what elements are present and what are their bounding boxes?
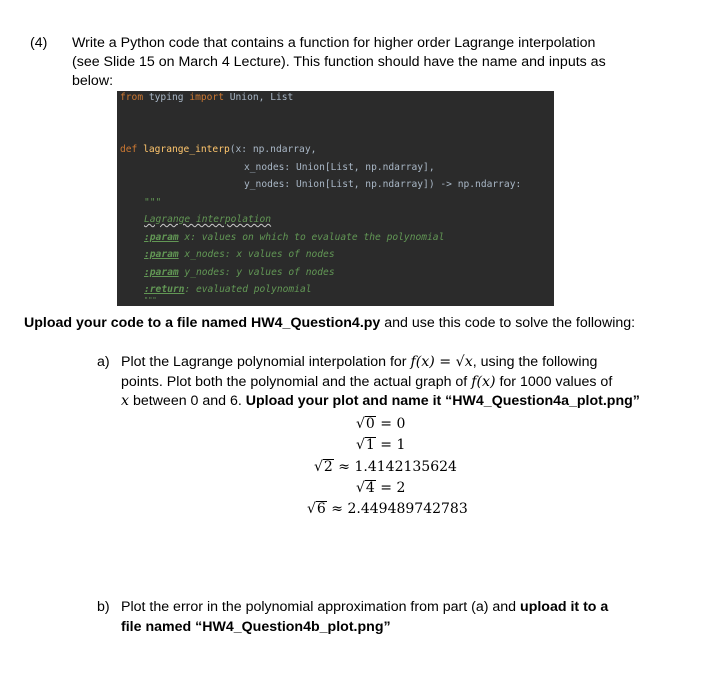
question-text	[72, 34, 672, 91]
code-line-def: def lagrange_interp(x: np.ndarray,	[120, 144, 317, 155]
part-b-text	[121, 597, 661, 637]
part-a-label: a)	[97, 354, 110, 370]
part-a-line-3: x between 0 and 6. Upload your plot and name it “HW4_Question4a_plot.png”	[121, 393, 640, 409]
docstring-param-ynodes: :param y_nodes: y values of nodes	[144, 267, 335, 278]
question-number: (4)	[30, 35, 48, 51]
docstring-title: Lagrange interpolation	[144, 214, 272, 225]
part-b-label: b)	[97, 599, 110, 615]
sqrt-value-row: √6 ≈ 2.449489742783	[307, 501, 468, 517]
code-line-xnodes: x_nodes: Union[List, np.ndarray],	[244, 162, 435, 173]
sqrt-value-row: √1 = 1	[356, 437, 406, 453]
part-b-line-2: file named “HW4_Question4b_plot.png”	[121, 619, 391, 635]
question-line: Write a Python code that contains a function for higher order Lagrange interpolation	[72, 35, 596, 51]
code-block	[117, 91, 554, 306]
part-a-line-1: Plot the Lagrange polynomial interpolation for f(x) = √x, using the following	[121, 354, 598, 370]
docstring-open: """	[144, 197, 162, 208]
sqrt-value-row: √2 ≈ 1.4142135624	[314, 459, 457, 475]
docstring-close: """	[144, 296, 157, 304]
sqrt-value-row: √4 = 2	[356, 480, 406, 496]
code-line-ynodes: y_nodes: Union[List, np.ndarray]) -> np.ndarray:	[244, 179, 522, 190]
docstring-return: :return: evaluated polynomial	[144, 284, 312, 295]
docstring-param-xnodes: :param x_nodes: x values of nodes	[144, 249, 335, 260]
part-b-line-1: Plot the error in the polynomial approximation from part (a) and upload it to a	[121, 599, 609, 615]
sqrt-value-row: √0 = 0	[356, 416, 406, 432]
question-line: (see Slide 15 on March 4 Lecture). This function should have the name and inputs as	[72, 54, 606, 70]
part-a-line-2: points. Plot both the polynomial and the actual graph of f(x) for 1000 values of	[121, 373, 613, 390]
upload-instruction: Upload your code to a file named HW4_Question4.py and use this code to solve the following:	[24, 315, 636, 331]
part-a-text	[121, 353, 661, 412]
question-line: below:	[72, 73, 114, 89]
code-line-import: from typing import Union, List	[120, 92, 294, 103]
docstring-param-x: :param x: values on which to evaluate the polynomial	[144, 232, 445, 243]
